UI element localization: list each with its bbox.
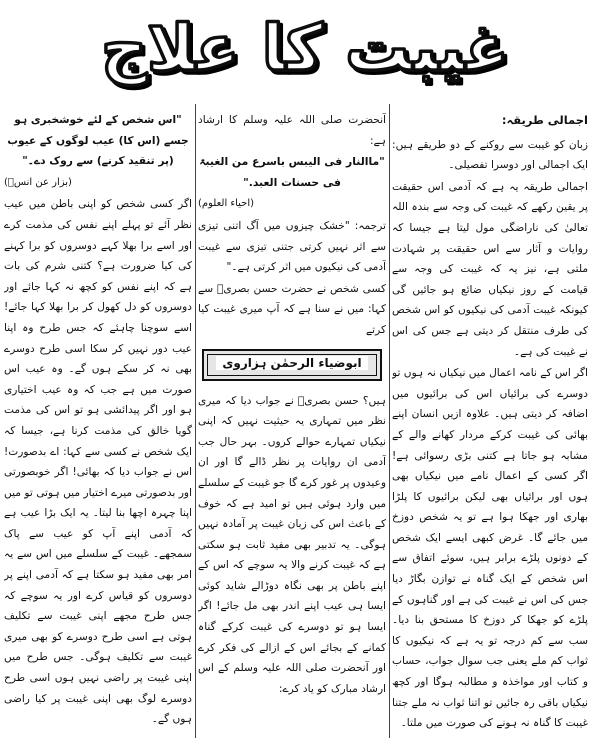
author-name: ابوضیاء الرحمٰن ہزاروی	[216, 356, 367, 370]
author-box	[202, 349, 382, 381]
paragraph: آنحضرت صلی اللہ علیہ وسلم کا ارشاد ہے:	[198, 114, 386, 147]
paragraph: ترجمہ: "خشک چیزوں میں آگ اتنی تیزی سے اثر نہیں کرتی جتنی تیزی سے غیبت آدمی کی نیکیوں میں اثر کرتی ہے۔"	[198, 219, 386, 274]
column-middle	[198, 110, 386, 740]
hadith-quote-reference: (بزار عن انسؓ)	[4, 176, 72, 188]
paragraph: زبان کو غیبت سے روکنے کے دو طریقے ہیں: ایک اجمالی اور دوسرا تفصیلی۔	[392, 138, 588, 172]
paragraph: اجمالی طریقہ یہ ہے کہ آدمی اس حقیقت پر یقین رکھے کہ غیبت کی وجہ سے بندہ اللہ تعالیٰ کی ناراضگی مول لیتا ہے جیسا کہ روایات و آثار سے اس حقیقت پر شہادت ملتی ہے، نیز یہ کہ غیبت کی وجہ سے قیامت کے روز نیکیاں ضائع ہو جائیں گی کیونکہ غیبت آدمی کی نیکیوں کو اس شخص کی طرف منتقل کر دیتی ہے جس کی اس نے غیبت کی ہے۔	[392, 180, 588, 358]
column-left	[4, 110, 192, 740]
paragraph: ہیں؟ حسن بصریؒ نے جواب دیا کہ میری نظر میں تمہاری یہ حیثیت نہیں کہ اپنی نیکیاں تمہارے حوالے کروں۔ بہر حال جب آدمی ان روایات پر نظر ڈالے گا اور ان وعیدوں پر غور کرے گا جو غیبت کے سلسلے میں وارد ہوئی ہیں تو امید ہے کہ خوف کے باعث اس کی زبان غیبت پر آمادہ نہیں ہوگی۔ یہ تدبیر بھی مفید ثابت ہو سکتی ہے کہ غیبت کرنے والا یہ سوچے کہ اس کے اپنے باطن پر بھی نگاہ دوڑالے شاید کوئی ایسا ہی عیب اپنے اندر بھی مل جائے! اگر ایسا ہو تو دوسرے کی غیبت کرکے گناہ کمانے کے بجائے اس کے ازالے کی فکر کرے اور آنحضرت صلی اللہ علیہ وسلم کے اس ارشاد مبارک کو یاد کرے:	[198, 394, 386, 695]
column-divider-right	[389, 104, 390, 738]
title-lettering	[90, 4, 520, 92]
column-divider-left	[195, 104, 196, 738]
hadith-quote: "اس شخص کے لئے خوشخبری ہو جسے (اس کا) عیب لوگوں کے عیوب (پر تنقید کرنے) سے روک دے۔"	[7, 114, 189, 168]
article-title	[90, 4, 520, 92]
arabic-quote: "ماالنار فی الیبس باسرع من الغیبۃ فی حسنات العبد."	[199, 155, 385, 189]
paragraph: اگر کسی شخص کو اپنی باطن میں عیب نظر آئے تو پہلے اپنے نفس کی مذمت کرے اور اسے برا بھلا کہے دوسروں کو برا کہنے کی کیا ضرورت ہے؟ کتنی شرم کی بات ہے کہ اپنے نفس کو کچھ نہ کہا جائے اور دوسروں کو دل کھول کر برا بھلا کہا جائے! اسے سوچنا چاہئے کہ جس طرح وہ اپنا عیب دور نہیں کر سکا اسی طرح دوسرے بھی نہ کر سکے ہوں گے۔ وہ عیب اس صورت میں ہے جب کہ وہ عیب اختیاری ہو اور اگر پیدائشی ہو تو اس کی مذمت گویا خالق کی مذمت کرنا ہے، جیسا کہ ایک شخص نے کسی سے کہا: اے بدصورت! اس نے جواب دیا کہ بھائی! اگر خوبصورتی اور بدصورتی میرے اختیار میں ہوتی تو میں اپنا چہرہ اچھا بنا لیتا۔ یہ ایک بڑا عیب ہے کہ آدمی اپنے آپ کو عیب سے پاک سمجھے۔ غیبت کے سلسلے میں اس سے یہ امر بھی مفید ہو سکتا ہے کہ آدمی اپنے پر دوسروں کو قیاس کرے اور یہ سوچے کہ جس طرح مجھے اپنی غیبت سے تکلیف ہوتی ہے اسی طرح دوسرے کو بھی میری غیبت سے تکلیف ہوگی۔ جس طرح میں اپنی غیبت پر راضی نہیں ہوں اسی طرح دوسرے لوگ بھی اپنی غیبت پر کیا راضی ہوں گے۔	[4, 198, 192, 726]
paragraph: کسی شخص نے حضرت حسن بصریؒ سے کہا: میں نے سنا ہے کہ آپ میری غیبت کیا کرتے	[198, 282, 386, 336]
title-text: غیبت کا علاج	[101, 12, 509, 86]
column-right	[392, 110, 588, 740]
section-heading: اجمالی طریقہ:	[501, 113, 588, 127]
paragraph: اگر اس کے نامہ اعمال میں نیکیاں نہ ہوں تو دوسرے کی برائیاں اس کی برائیوں میں اضافہ کر دیتی ہیں۔ علاوہ ازیں انسان اپنے بھائی کی غیبت کرکے مردار کھانے والے کے مشابہ ہو جاتا ہے کتنی بڑی رسوائی ہے! اگر کسی کے اعمال نامے میں نیکیاں بھی ہوں اور برائیاں بھی لیکن برائیوں کا پلڑا بھاری اور جھکا ہوا ہے تو یہ شخص دوزخ میں جائے گا۔ غرض کبھی ایسے ایک شخص کے دونوں پلڑے برابر ہیں، سوئے اتفاق سے اس شخص کے ایک گناہ نے توازن بگاڑ دیا جس کی اس نے غیبت کی ہے اور گناہوں کے پلڑے کو جھکا کر دوزخ کا مستحق بنا دیا۔ سب سے کم درجہ تو یہ ہے کہ نیکیوں کا ثواب کم ملے یعنی جب سوال جواب، حساب و کتاب اور مواخذہ و مطالبہ ہوگا اور کچھ نیکیاں باقی رہ جائیں تو اتنا ثواب نہ ملے جتنا غیبت کا گناہ نہ ہونے کی صورت میں ملتا۔	[392, 367, 588, 730]
arabic-quote-reference: (احیاء العلوم)	[198, 198, 255, 210]
